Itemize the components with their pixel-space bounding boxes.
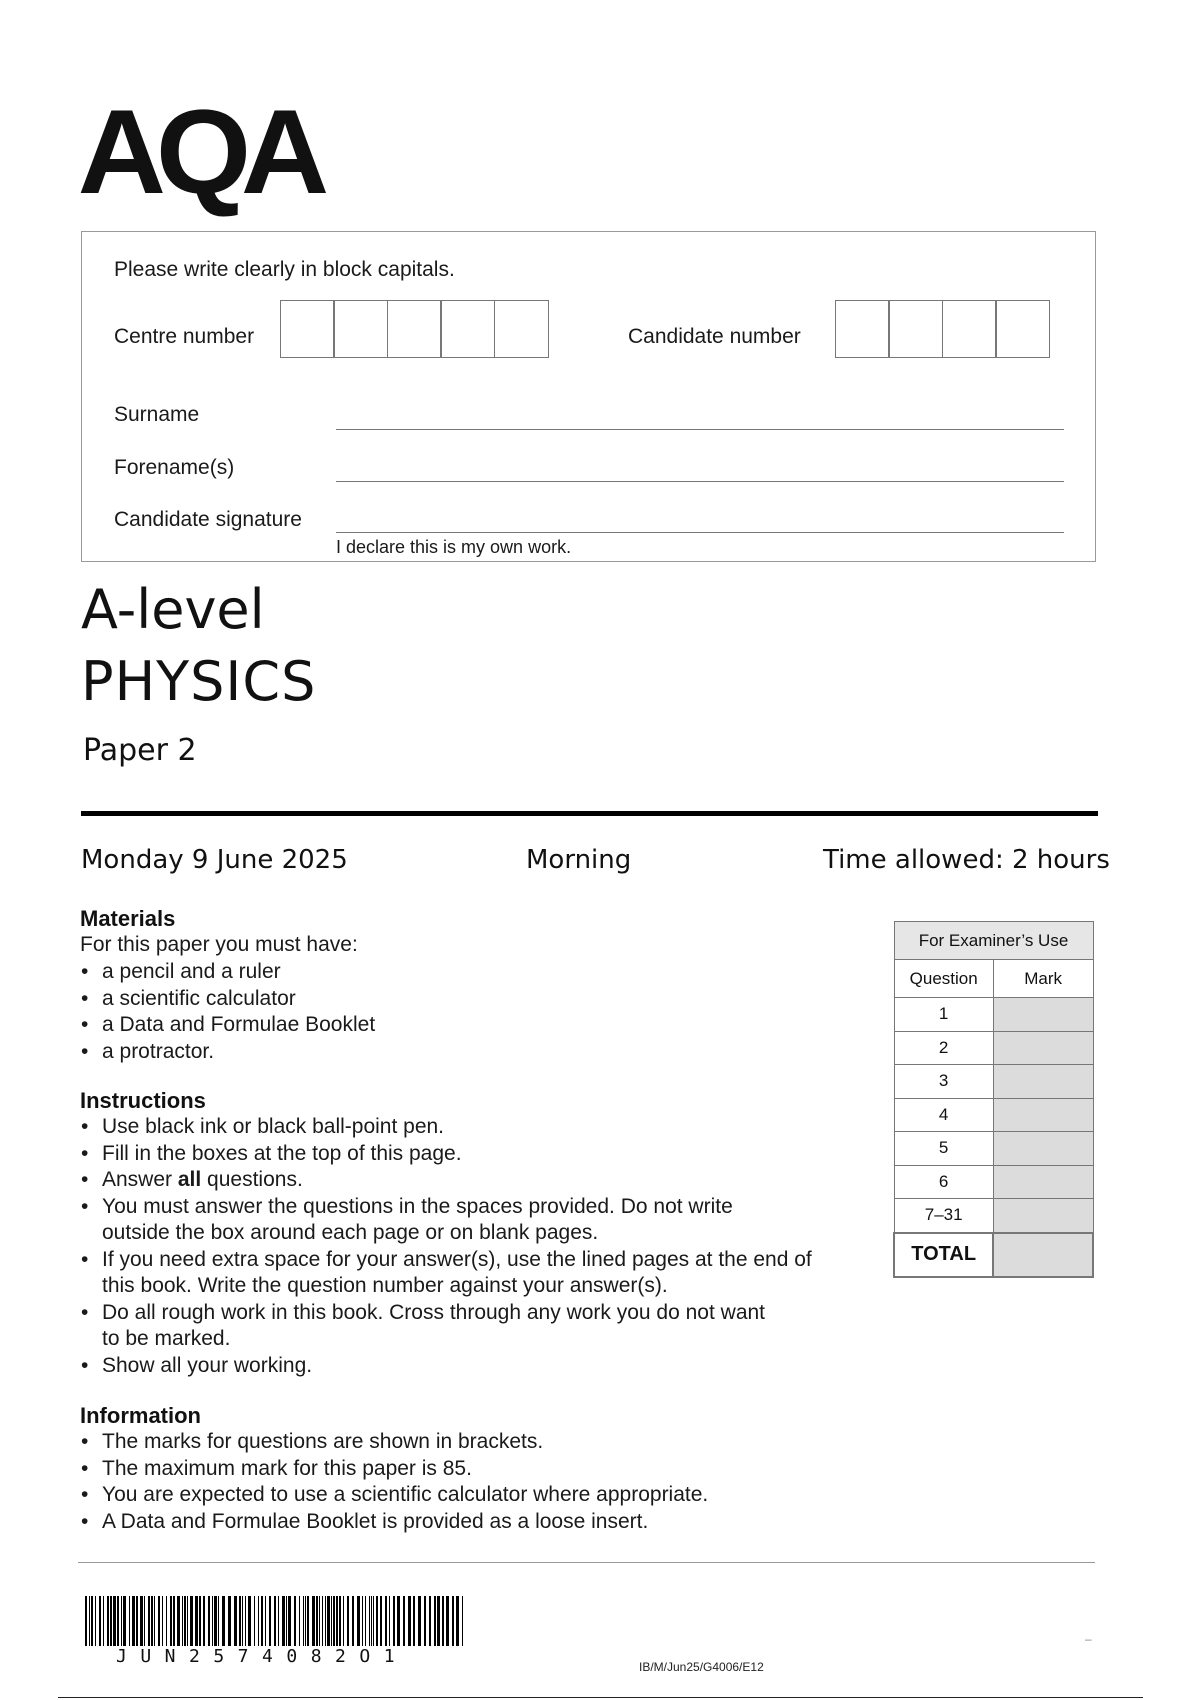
barcode-bar bbox=[274, 1596, 276, 1646]
question-number: 3 bbox=[894, 1065, 993, 1099]
materials-item: • a Data and Formulae Booklet bbox=[80, 1012, 375, 1039]
barcode-bar bbox=[362, 1596, 363, 1646]
barcode-bar bbox=[144, 1596, 145, 1646]
footer-divider bbox=[78, 1562, 1095, 1563]
instructions-line: outside the box around each page or on blank pages. bbox=[102, 1221, 599, 1244]
barcode-bar bbox=[305, 1596, 306, 1646]
exam-session: Morning bbox=[526, 845, 632, 875]
mark-column-header: Mark bbox=[993, 960, 1093, 998]
barcode-bar bbox=[173, 1596, 175, 1646]
candidate-number-digit-1[interactable] bbox=[835, 300, 890, 358]
barcode-bar bbox=[182, 1596, 183, 1646]
mark-cell bbox=[993, 1199, 1093, 1233]
barcode-bar bbox=[199, 1596, 201, 1646]
table-row bbox=[894, 1031, 1093, 1065]
title-divider bbox=[81, 811, 1098, 816]
barcode-bar bbox=[307, 1596, 309, 1646]
barcode-bar bbox=[89, 1596, 90, 1646]
information-item: • The maximum mark for this paper is 85. bbox=[80, 1456, 708, 1483]
mark-cell bbox=[993, 1132, 1093, 1166]
table-row bbox=[894, 998, 1093, 1032]
barcode-bar bbox=[397, 1596, 400, 1646]
barcode-bar bbox=[347, 1596, 349, 1646]
materials-list bbox=[80, 959, 375, 1065]
centre-number-boxes[interactable] bbox=[281, 300, 549, 358]
barcode-bar bbox=[177, 1596, 180, 1646]
signature-field[interactable] bbox=[336, 532, 1064, 533]
centre-number-digit-1[interactable] bbox=[280, 300, 335, 358]
barcode-bar bbox=[325, 1596, 326, 1646]
barcode-bar bbox=[248, 1596, 251, 1646]
exam-date: Monday 9 June 2025 bbox=[81, 845, 348, 875]
barcode-bar bbox=[187, 1596, 188, 1646]
barcode-bar bbox=[333, 1596, 335, 1646]
instructions-item bbox=[80, 1167, 812, 1194]
mark-cell bbox=[993, 1165, 1093, 1199]
barcode-bar bbox=[228, 1596, 231, 1646]
barcode-bar bbox=[376, 1596, 378, 1646]
information-item: • You are expected to use a scientific calculator where appropriate. bbox=[80, 1482, 708, 1509]
instructions-item bbox=[80, 1300, 812, 1353]
instructions-item: • Fill in the boxes at the top of this page. bbox=[80, 1141, 812, 1168]
barcode-bar bbox=[242, 1596, 243, 1646]
mark-cell bbox=[993, 1098, 1093, 1132]
paper-number: Paper 2 bbox=[83, 733, 197, 768]
total-row bbox=[894, 1233, 1093, 1277]
barcode-bar bbox=[212, 1596, 213, 1646]
barcode-bar bbox=[261, 1596, 263, 1646]
barcode-bar bbox=[312, 1596, 315, 1646]
question-number: 2 bbox=[894, 1031, 993, 1065]
barcode-bar bbox=[129, 1596, 130, 1646]
barcode-bar bbox=[343, 1596, 344, 1646]
instructions-item bbox=[80, 1247, 812, 1300]
barcode-bar bbox=[288, 1596, 291, 1646]
instructions-line: • Do all rough work in this book. Cross through any work you do not want bbox=[102, 1300, 766, 1324]
barcode-bar bbox=[316, 1596, 318, 1646]
barcode-bar bbox=[162, 1596, 163, 1646]
barcode-bar bbox=[442, 1596, 444, 1646]
examiners-use-title: For Examiner’s Use bbox=[894, 922, 1093, 960]
barcode-bar bbox=[389, 1596, 390, 1646]
barcode-bar bbox=[456, 1596, 459, 1646]
instructions-line: to be marked. bbox=[102, 1327, 231, 1350]
barcode-bar bbox=[294, 1596, 296, 1646]
barcode-bar bbox=[303, 1596, 304, 1646]
information-heading: Information bbox=[80, 1403, 201, 1428]
mark-cell bbox=[993, 1031, 1093, 1065]
instructions-line: this book. Write the question number against your answer(s). bbox=[102, 1274, 668, 1297]
instructions-item: • Show all your working. bbox=[80, 1353, 812, 1380]
barcode-bar bbox=[413, 1596, 415, 1646]
materials-heading: Materials bbox=[80, 906, 176, 931]
centre-number-label: Centre number bbox=[114, 325, 255, 348]
surname-label: Surname bbox=[114, 403, 200, 426]
instructions-item bbox=[80, 1194, 812, 1247]
candidate-number-digit-2[interactable] bbox=[888, 300, 943, 358]
barcode-bar bbox=[214, 1596, 217, 1646]
examiners-use-table bbox=[893, 921, 1094, 1278]
barcode-bar bbox=[190, 1596, 193, 1646]
barcode-bar bbox=[123, 1596, 126, 1646]
surname-field[interactable] bbox=[336, 429, 1064, 430]
question-number: 5 bbox=[894, 1132, 993, 1166]
barcode-bar bbox=[369, 1596, 370, 1646]
barcode-bar bbox=[403, 1596, 405, 1646]
barcode-bar bbox=[380, 1596, 382, 1646]
barcode-bar bbox=[327, 1596, 330, 1646]
mark-cell bbox=[993, 998, 1093, 1032]
qualification-level: A-level bbox=[81, 578, 265, 641]
barcode-bar bbox=[418, 1596, 421, 1646]
barcode-bar bbox=[357, 1596, 360, 1646]
materials-intro: For this paper you must have: bbox=[80, 933, 358, 956]
barcode-bar bbox=[258, 1596, 259, 1646]
information-item: • A Data and Formulae Booklet is provided as a loose insert. bbox=[80, 1509, 708, 1536]
centre-number-digit-5[interactable] bbox=[494, 300, 549, 358]
instructions-text: questions. bbox=[201, 1168, 303, 1191]
barcode-bar bbox=[299, 1596, 300, 1646]
subject-title: PHYSICS bbox=[81, 650, 317, 713]
footer-dash: – bbox=[1085, 1632, 1092, 1646]
candidate-number-boxes[interactable] bbox=[836, 300, 1050, 358]
centre-number-digit-4[interactable] bbox=[440, 300, 495, 358]
barcode-bar bbox=[437, 1596, 440, 1646]
barcode-bar bbox=[408, 1596, 411, 1646]
table-row bbox=[894, 1132, 1093, 1166]
barcode-bar bbox=[132, 1596, 135, 1646]
paper-reference: IB/M/Jun25/G4006/E12 bbox=[639, 1660, 764, 1674]
barcode bbox=[85, 1596, 467, 1650]
barcode-bar bbox=[158, 1596, 160, 1646]
instructions-line: • If you need extra space for your answer(s), use the lined pages at the end of bbox=[102, 1247, 812, 1271]
barcode-bar bbox=[148, 1596, 150, 1646]
barcode-bar bbox=[195, 1596, 198, 1646]
barcode-bar bbox=[222, 1596, 225, 1646]
barcode-bar bbox=[203, 1596, 205, 1646]
aqa-logo: AQA bbox=[77, 85, 320, 219]
forenames-field[interactable] bbox=[336, 481, 1064, 482]
barcode-bar bbox=[373, 1596, 374, 1646]
barcode-digits: JUN2574082O1 bbox=[116, 1646, 409, 1667]
barcode-bar bbox=[331, 1596, 332, 1646]
forenames-label: Forename(s) bbox=[114, 456, 235, 479]
instructions-heading: Instructions bbox=[80, 1088, 206, 1113]
barcode-bar bbox=[208, 1596, 210, 1646]
barcode-bar bbox=[452, 1596, 454, 1646]
instructions-text: Answer bbox=[102, 1168, 178, 1191]
barcode-bar bbox=[121, 1596, 122, 1646]
candidate-number-label: Candidate number bbox=[628, 325, 801, 348]
question-number: 4 bbox=[894, 1098, 993, 1132]
block-capitals-instruction: Please write clearly in block capitals. bbox=[114, 258, 455, 281]
barcode-bar bbox=[265, 1596, 266, 1646]
candidate-number-digit-3[interactable] bbox=[942, 300, 997, 358]
barcode-bar bbox=[254, 1596, 255, 1646]
barcode-bar bbox=[154, 1596, 155, 1646]
time-allowed: Time allowed: 2 hours bbox=[823, 845, 1110, 875]
barcode-bar bbox=[170, 1596, 172, 1646]
question-number: 6 bbox=[894, 1165, 993, 1199]
question-number: 1 bbox=[894, 998, 993, 1032]
instructions-list bbox=[80, 1114, 812, 1379]
barcode-bar bbox=[218, 1596, 219, 1646]
question-number: 7–31 bbox=[894, 1199, 993, 1233]
barcode-bar bbox=[286, 1596, 287, 1646]
declaration-text: I declare this is my own work. bbox=[336, 537, 572, 557]
barcode-bar bbox=[371, 1596, 372, 1646]
materials-item: • a pencil and a ruler bbox=[80, 959, 375, 986]
barcode-bar bbox=[462, 1596, 463, 1646]
barcode-bar bbox=[278, 1596, 279, 1646]
candidate-number-digit-4[interactable] bbox=[995, 300, 1050, 358]
barcode-bar bbox=[117, 1596, 119, 1646]
centre-number-digit-2[interactable] bbox=[333, 300, 388, 358]
information-item: • The marks for questions are shown in brackets. bbox=[80, 1429, 708, 1456]
barcode-bar bbox=[269, 1596, 271, 1646]
question-column-header: Question bbox=[894, 960, 993, 998]
centre-number-digit-3[interactable] bbox=[387, 300, 442, 358]
barcode-bar bbox=[113, 1596, 116, 1646]
barcode-bar bbox=[339, 1596, 341, 1646]
barcode-bar bbox=[429, 1596, 431, 1646]
total-mark-cell bbox=[993, 1233, 1093, 1277]
barcode-bar bbox=[234, 1596, 237, 1646]
barcode-bar bbox=[95, 1596, 96, 1646]
barcode-bar bbox=[322, 1596, 323, 1646]
barcode-bar bbox=[151, 1596, 153, 1646]
mark-cell bbox=[993, 1065, 1093, 1099]
barcode-bar bbox=[239, 1596, 241, 1646]
instructions-line: • You must answer the questions in the spaces provided. Do not write bbox=[102, 1194, 733, 1218]
barcode-bar bbox=[99, 1596, 101, 1646]
barcode-bar bbox=[365, 1596, 366, 1646]
barcode-bar bbox=[319, 1596, 320, 1646]
page-bottom-edge bbox=[58, 1697, 1143, 1698]
barcode-bar bbox=[85, 1596, 87, 1646]
barcode-bar bbox=[107, 1596, 109, 1646]
barcode-bar bbox=[110, 1596, 112, 1646]
total-label: TOTAL bbox=[894, 1233, 993, 1277]
barcode-bar bbox=[385, 1596, 387, 1646]
barcode-bar bbox=[336, 1596, 338, 1646]
table-row bbox=[894, 1165, 1093, 1199]
materials-item: • a scientific calculator bbox=[80, 986, 375, 1013]
instructions-item: • Use black ink or black ball-point pen. bbox=[80, 1114, 812, 1141]
information-list bbox=[80, 1429, 708, 1535]
barcode-bar bbox=[424, 1596, 426, 1646]
table-row bbox=[894, 1065, 1093, 1099]
barcode-bar bbox=[91, 1596, 93, 1646]
barcode-bar bbox=[393, 1596, 395, 1646]
barcode-bar bbox=[184, 1596, 186, 1646]
barcode-bar bbox=[245, 1596, 246, 1646]
instructions-emphasis: all bbox=[177, 1168, 202, 1191]
barcode-bar bbox=[140, 1596, 143, 1646]
barcode-bar bbox=[136, 1596, 138, 1646]
barcode-bar bbox=[446, 1596, 449, 1646]
materials-item: • a protractor. bbox=[80, 1039, 375, 1066]
signature-label: Candidate signature bbox=[114, 508, 302, 531]
barcode-bar bbox=[166, 1596, 167, 1646]
table-row bbox=[894, 1199, 1093, 1233]
barcode-bar bbox=[352, 1596, 354, 1646]
barcode-bar bbox=[103, 1596, 104, 1646]
barcode-bar bbox=[434, 1596, 436, 1646]
table-row bbox=[894, 1098, 1093, 1132]
barcode-bar bbox=[282, 1596, 285, 1646]
